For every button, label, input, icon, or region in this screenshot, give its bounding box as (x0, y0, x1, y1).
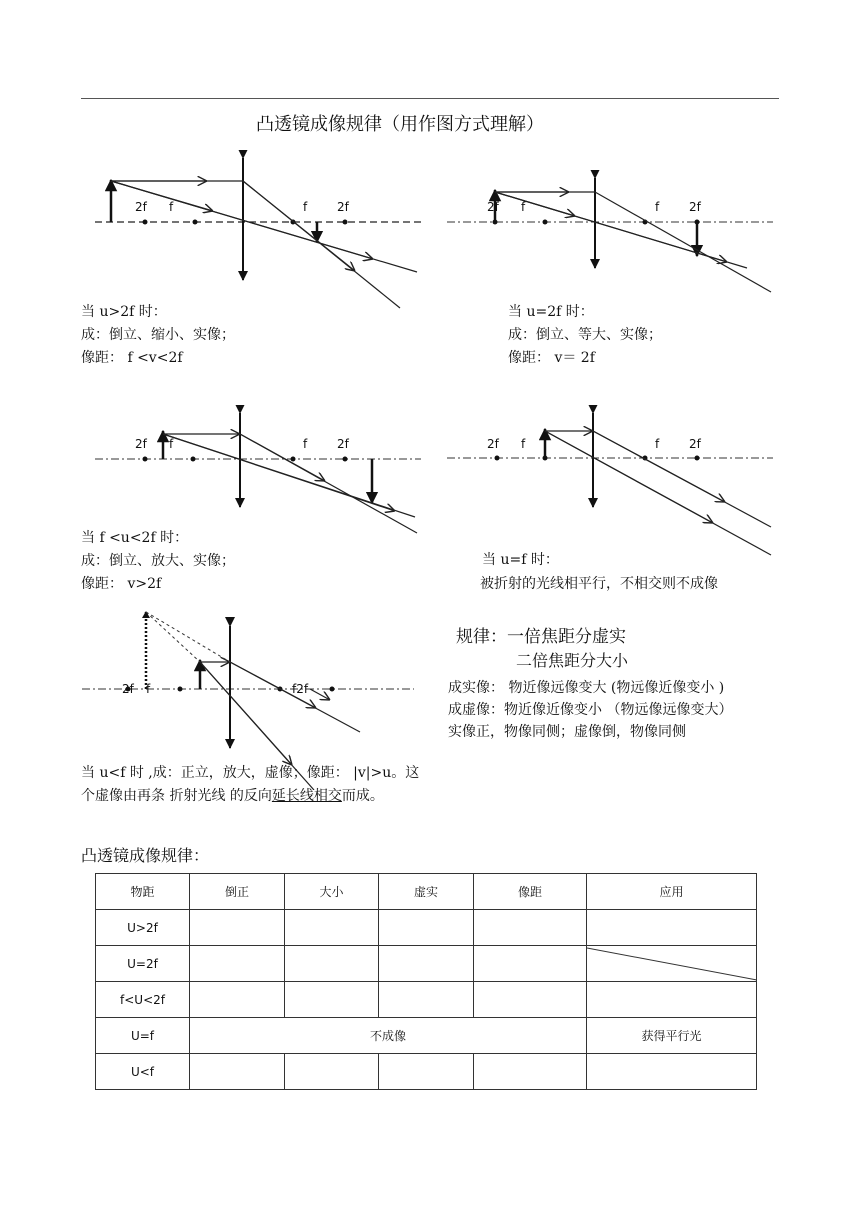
label-2f-left: 2f (122, 682, 134, 696)
label-f-left: f (521, 200, 526, 214)
page-title: 凸透镜成像规律（用作图方式理解） (256, 114, 544, 135)
table-cell (190, 1054, 285, 1090)
ray-arrow (545, 431, 713, 523)
label-f-right: f (655, 437, 660, 451)
table-cell (587, 1054, 757, 1090)
ray-arrow (310, 689, 330, 700)
label-2f-right: 2f (337, 200, 349, 214)
label-2f-left: 2f (487, 437, 499, 451)
table-cell (190, 910, 285, 946)
focal-point (543, 220, 548, 225)
case5-line2-a: 个虚像由再条 折射光线 的反向 (81, 788, 272, 804)
case3-cond: 当 f <u<2f 时： (81, 530, 189, 546)
focal-point (330, 687, 335, 692)
case5-line2-b: 而成。 (341, 788, 384, 804)
table-cell (285, 982, 379, 1018)
table-cell (474, 982, 587, 1018)
focal-point (191, 457, 196, 462)
focal-point (143, 457, 148, 462)
lens-law-table (95, 873, 757, 1090)
case5-line1: 当 u<f 时 ,成：正立，放大，虚像；像距： |v|>u。这 (81, 765, 420, 781)
case5-line2 (81, 785, 384, 808)
table-cell (379, 946, 474, 982)
table-cell (190, 946, 285, 982)
header-cell: 大小 (285, 874, 379, 910)
focal-point (495, 456, 500, 461)
extension-line (146, 612, 230, 662)
row-label: U<f (96, 1054, 190, 1090)
merged-cell: 不成像 (190, 1018, 587, 1054)
focal-point (291, 457, 296, 462)
table-row (96, 1054, 757, 1090)
label-f-right: f (303, 437, 308, 451)
top-rule (81, 98, 779, 99)
case4-result: 被折射的光线相平行，不相交则不成像 (480, 576, 718, 592)
focal-point (193, 220, 198, 225)
row-label: f<U<2f (96, 982, 190, 1018)
header-cell: 像距 (474, 874, 587, 910)
ray-arrow (243, 181, 355, 271)
table-header-row (96, 874, 757, 910)
case3-result: 成：倒立、放大、实像； (81, 553, 235, 569)
table-cell (285, 1054, 379, 1090)
ray-arrow (495, 192, 575, 216)
table-cell (474, 1054, 587, 1090)
rules-real: 成实像： 物近像远像变大 (物远像近像变小 ) (448, 680, 725, 696)
table-cell (379, 982, 474, 1018)
table-cell (285, 946, 379, 982)
label-f-left: f (521, 437, 526, 451)
row-label: U>2f (96, 910, 190, 946)
case1-distance: 像距： f <v<2f (81, 350, 183, 366)
label-f-right: f (303, 200, 308, 214)
focal-point (543, 456, 548, 461)
extension-line (146, 612, 200, 662)
table-cell (379, 1054, 474, 1090)
table-cell (587, 910, 757, 946)
table-cell (190, 982, 285, 1018)
application-cell: 获得平行光 (587, 1018, 757, 1054)
table-cell (285, 910, 379, 946)
diagram-u-gt-2f (85, 150, 425, 310)
label-2f-left: 2f (487, 200, 499, 214)
focal-point (695, 220, 700, 225)
label-2f-right: 2f (689, 437, 701, 451)
table-cell (474, 946, 587, 982)
rules-heading: 规律：一倍焦距分虚实 (456, 627, 626, 647)
table-row (96, 910, 757, 946)
focal-point (343, 457, 348, 462)
case1-result: 成：倒立、缩小、实像； (81, 327, 235, 343)
section-title: 凸透镜成像规律： (81, 846, 210, 865)
label-f-left: f (169, 200, 174, 214)
label-2f-left: 2f (135, 200, 147, 214)
rules-summary: 实像正，物像同侧；虚像倒，物像同侧 (448, 724, 686, 740)
label-2f-right: 2f (689, 200, 701, 214)
diagram-u-eq-2f (445, 170, 775, 300)
header-cell: 物距 (96, 874, 190, 910)
diagonal-cell (587, 946, 757, 982)
row-label: U=2f (96, 946, 190, 982)
case5-line2-underlined: 延长线相交 (271, 788, 342, 804)
row-label: U=f (96, 1018, 190, 1054)
focal-point (143, 220, 148, 225)
header-cell: 应用 (587, 874, 757, 910)
diagram-u-eq-f (445, 405, 775, 560)
table-cell (587, 982, 757, 1018)
table-cell (474, 910, 587, 946)
table-row (96, 1018, 757, 1054)
label-f-right: f (655, 200, 660, 214)
case2-result: 成：倒立、等大、实像； (508, 327, 662, 343)
label-2f-left: 2f (135, 437, 147, 451)
table-cell (379, 910, 474, 946)
header-cell: 虚实 (379, 874, 474, 910)
ray-refracted (595, 192, 771, 292)
diagram-f-lt-u-lt-2f (85, 405, 425, 535)
label-f-left: f (169, 437, 174, 451)
rules-heading-2: 二倍焦距分大小 (516, 651, 629, 670)
label-f-left: f (146, 682, 151, 696)
table-row (96, 946, 757, 982)
label-f2f-right: f2f (292, 682, 309, 696)
ray-arrow (200, 662, 292, 765)
focal-point (493, 220, 498, 225)
focal-point (178, 687, 183, 692)
header-cell: 倒正 (190, 874, 285, 910)
ray-arrow (163, 434, 395, 511)
case1-cond: 当 u>2f 时： (81, 304, 167, 320)
case3-distance: 像距： v>2f (81, 576, 162, 592)
focal-point (343, 220, 348, 225)
label-2f-right: 2f (337, 437, 349, 451)
case2-distance: 像距： v＝ 2f (508, 350, 595, 366)
table-row (96, 982, 757, 1018)
focal-point (695, 456, 700, 461)
rules-virtual: 成虚像：物近像近像变小 （物远像远像变大） (448, 702, 733, 718)
case2-cond: 当 u=2f 时： (508, 304, 594, 320)
diagonal-line (587, 946, 757, 982)
case4-cond: 当 u=f 时： (482, 552, 559, 568)
